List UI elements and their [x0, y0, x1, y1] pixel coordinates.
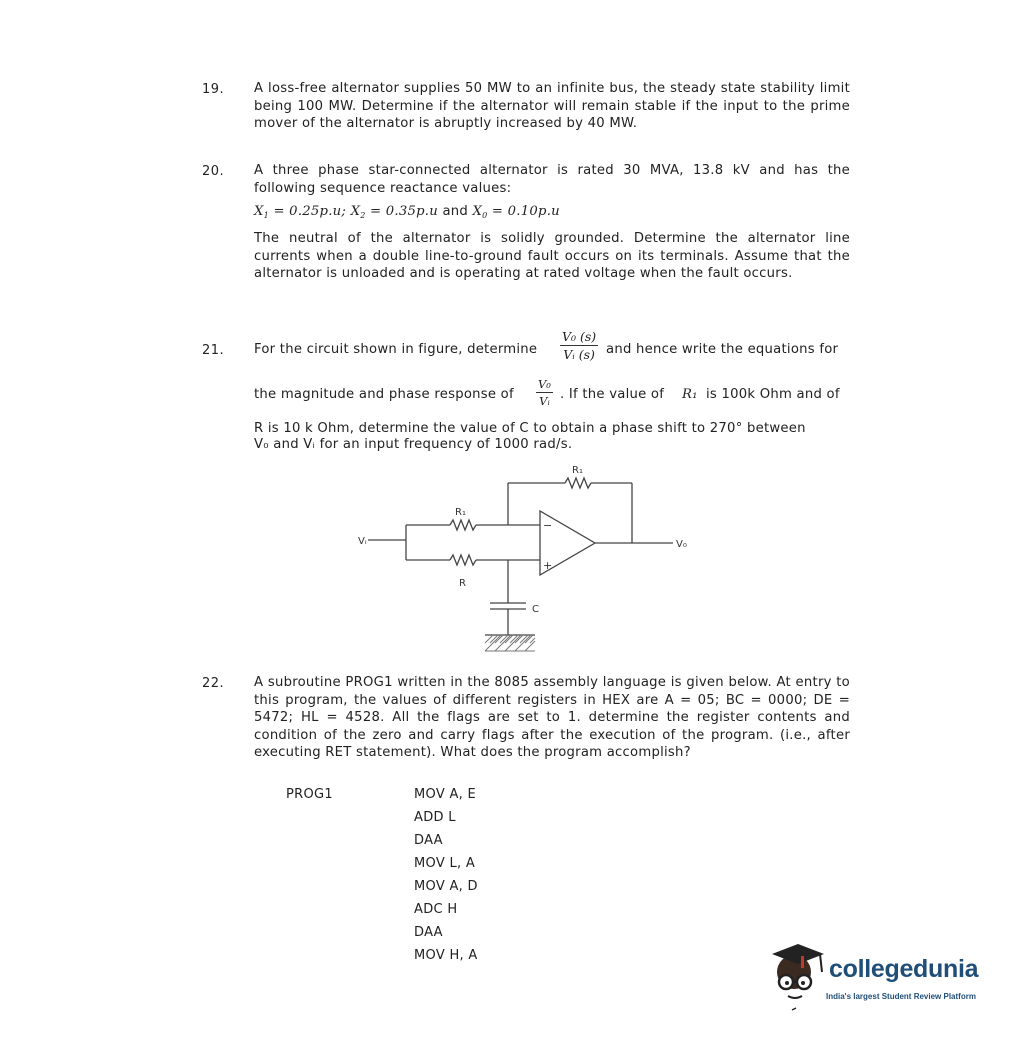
tf-denominator: Vᵢ (s) [563, 347, 595, 362]
transfer-function-fraction [560, 329, 598, 362]
code-line: MOV A, E [414, 787, 477, 802]
x0-value: = 0.10p.u [491, 204, 560, 219]
label-r: R [459, 578, 466, 589]
tf-numerator: V₀ (s) [562, 329, 597, 344]
logo-name: collegedunia [829, 955, 979, 983]
and-word: and [442, 204, 469, 219]
question-21-intro: For the circuit shown in figure, determine [254, 342, 538, 357]
ratio-numerator: V₀ [538, 377, 551, 391]
question-20-text: A three phase star-connected alternator is rated 30 MVA, 13.8 kV and has the following sequence reactance values: [254, 163, 850, 196]
question-21-line2c: is 100k Ohm and of [706, 387, 840, 402]
ratio-fraction [536, 377, 553, 408]
code-line: MOV H, A [414, 948, 478, 963]
label-r1-input: R₁ [455, 507, 466, 518]
label-r1-feedback: R₁ [572, 465, 583, 476]
question-21-line4: V₀ and Vᵢ for an input frequency of 1000 rad/s. [254, 437, 573, 452]
logo-tagline: India's largest Student Review Platform [826, 992, 976, 1001]
input-resistor-r [450, 555, 476, 565]
question-21-line3: R is 10 k Ohm, determine the value of C to obtain a phase shift to 270° between [254, 421, 806, 436]
label-vi: Vᵢ [358, 536, 367, 547]
reactance-values: $X_1 = 0.25p.u$; $X_2 = 0.35p.u$ and $X_0 = 0.10p.u$ [254, 204, 560, 220]
question-22-text: A subroutine PROG1 written in the 8085 assembly language is given below. At entry to this program, the values of different registers in HEX are A = 05; BC = 0000; DE = 5472; HL = 4528. All the flags are set to 1. determine the register contents and condition of the zero and carry flags after the execution of the program. (i.e., after executing RET statement). What does the program accomplish? [254, 675, 850, 761]
label-minus: − [543, 519, 553, 532]
code-line: ADC H [414, 902, 458, 917]
label-c: C [532, 604, 539, 615]
question-number-20: 20. [202, 164, 225, 179]
question-21-line2b: . If the value of [560, 387, 665, 402]
label-vo: V₀ [676, 539, 687, 550]
code-line: MOV A, D [414, 879, 478, 894]
code-line: DAA [414, 833, 443, 848]
op-amp-circuit-diagram [340, 455, 700, 665]
x1-value: = 0.25p.u; [273, 204, 347, 219]
program-label: PROG1 [286, 787, 333, 802]
r1-symbol: R₁ [682, 387, 698, 402]
question-number-21: 21. [202, 343, 225, 358]
ratio-denominator: Vᵢ [539, 394, 550, 408]
code-line: DAA [414, 925, 443, 940]
question-20-text-2: The neutral of the alternator is solidly grounded. Determine the alternator line currents when a double line-to-ground fault occurs on its terminals. Assume that the alternator is unloaded and is operating at rated voltage when the fault occurs. [254, 231, 850, 282]
x2-value: = 0.35p.u [370, 204, 438, 219]
question-21-line2a: the magnitude and phase response of [254, 387, 514, 402]
code-line: ADD L [414, 810, 456, 825]
question-number-19: 19. [202, 82, 225, 97]
question-21-intro-2: and hence write the equations for [606, 342, 839, 357]
question-19-text: A loss-free alternator supplies 50 MW to an infinite bus, the steady state stability limit being 100 MW. Determine if the alternator will remain stable if the input to the prime mover of the alternator is abruptly increased by 40 MW. [254, 81, 850, 132]
feedback-resistor-r1 [565, 478, 591, 488]
input-resistor-r1 [450, 520, 476, 530]
label-plus: + [543, 559, 553, 572]
question-number-22: 22. [202, 676, 225, 691]
ground-icon [485, 635, 535, 651]
code-line: MOV L, A [414, 856, 476, 871]
